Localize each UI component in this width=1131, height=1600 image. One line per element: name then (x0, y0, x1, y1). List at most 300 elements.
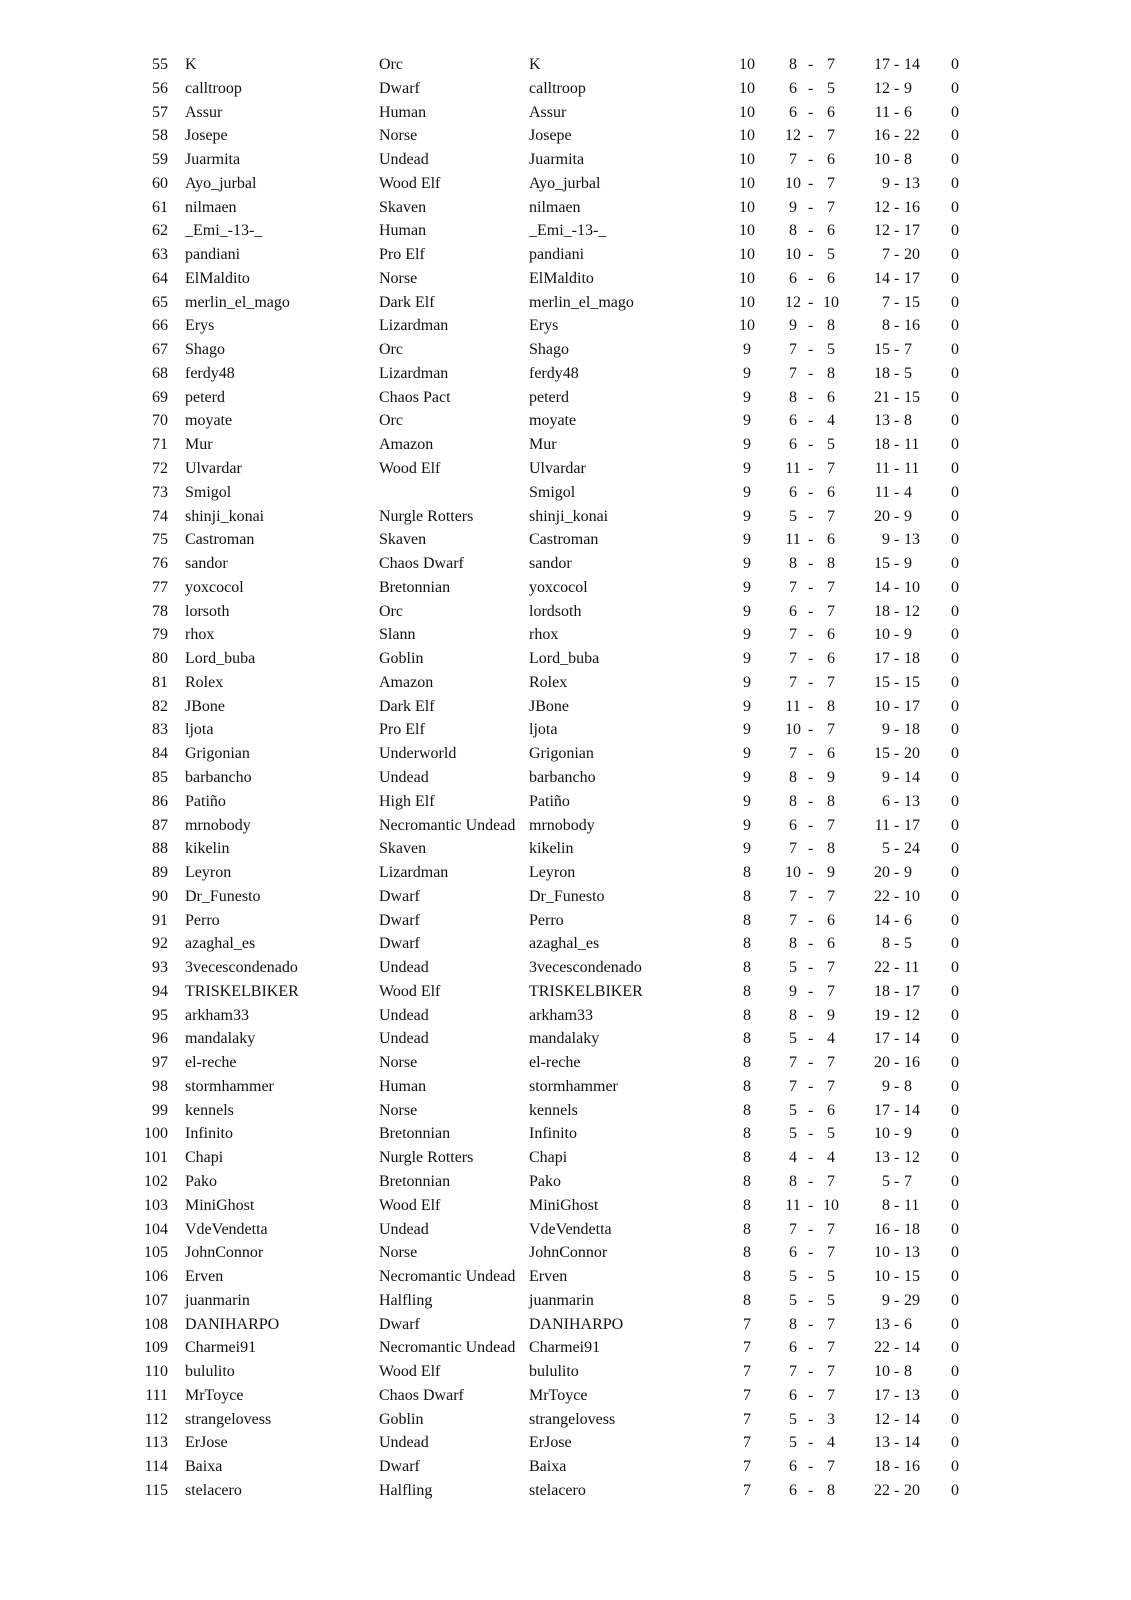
rank-cell: 57 (152, 103, 168, 121)
race-cell: Skaven (379, 531, 427, 549)
race-cell: Human (379, 1077, 427, 1095)
coach-name-cell: ErJose (185, 1434, 228, 1452)
table-row (0, 219, 1131, 243)
rank-cell: 113 (144, 1434, 168, 1452)
points-cell: 8 (743, 1244, 751, 1262)
team-name-cell: arkham33 (529, 1006, 593, 1024)
rank-cell: 90 (152, 887, 168, 905)
rank-cell: 73 (152, 483, 168, 501)
stat-d-cell: 14 (904, 1030, 920, 1048)
separator-cell: - (894, 56, 900, 73)
separator-cell: - (808, 887, 814, 905)
stat-d-cell: 20 (904, 246, 920, 264)
stat-b-cell: 4 (827, 1149, 835, 1167)
stat-d-cell: 13 (904, 1244, 920, 1262)
points-cell: 10 (739, 151, 755, 169)
separator-cell: - (808, 1054, 814, 1072)
stat-b-cell: 9 (827, 1006, 835, 1024)
stat-d-cell: 12 (904, 1149, 920, 1167)
table-row (0, 196, 1131, 220)
stat-d-cell: 9 (904, 864, 912, 882)
coach-name-cell: ljota (185, 721, 214, 739)
stat-last-cell: 0 (951, 341, 959, 359)
stat-c-cell: 10 (874, 697, 890, 715)
stat-b-cell: 7 (827, 578, 835, 596)
stat-b-cell: 6 (827, 222, 835, 240)
separator-cell: - (894, 602, 900, 620)
stat-b-cell: 6 (827, 745, 835, 763)
stat-c-cell: 12 (874, 198, 890, 216)
separator-cell: - (808, 79, 814, 97)
stat-b-cell: 7 (827, 174, 835, 192)
stat-c-cell: 18 (874, 436, 890, 454)
stat-last-cell: 0 (951, 269, 959, 287)
stat-d-cell: 15 (904, 388, 920, 406)
stat-b-cell: 7 (827, 56, 835, 73)
stat-a-cell: 7 (789, 887, 797, 905)
stat-a-cell: 7 (789, 840, 797, 858)
stat-a-cell: 6 (789, 103, 797, 121)
race-cell: Dwarf (379, 1315, 420, 1333)
stat-a-cell: 9 (789, 982, 797, 1000)
points-cell: 9 (743, 816, 751, 834)
table-row (0, 409, 1131, 433)
separator-cell: - (808, 864, 814, 882)
stat-last-cell: 0 (951, 1172, 959, 1190)
points-cell: 10 (739, 56, 755, 73)
stat-c-cell: 9 (882, 1291, 890, 1309)
stat-b-cell: 7 (827, 1220, 835, 1238)
race-cell: Orc (379, 602, 403, 620)
stat-a-cell: 5 (789, 1268, 797, 1286)
stat-c-cell: 17 (874, 1386, 890, 1404)
stat-c-cell: 15 (874, 673, 890, 691)
stat-a-cell: 6 (789, 602, 797, 620)
stat-b-cell: 5 (827, 1268, 835, 1286)
team-name-cell: rhox (529, 626, 559, 644)
race-cell: Orc (379, 56, 403, 73)
separator-cell: - (808, 341, 814, 359)
coach-name-cell: DANIHARPO (185, 1315, 280, 1333)
stat-d-cell: 6 (904, 911, 912, 929)
table-row (0, 814, 1131, 838)
coach-name-cell: Erys (185, 317, 215, 335)
stat-a-cell: 11 (785, 1196, 801, 1214)
team-name-cell: Lord_buba (529, 650, 600, 668)
stat-d-cell: 17 (904, 269, 920, 287)
stat-c-cell: 22 (874, 1481, 890, 1499)
stat-d-cell: 22 (904, 127, 920, 145)
stat-last-cell: 0 (951, 531, 959, 549)
stat-b-cell: 6 (827, 626, 835, 644)
stat-last-cell: 0 (951, 1410, 959, 1428)
rank-cell: 59 (152, 151, 168, 169)
coach-name-cell: Erven (185, 1268, 224, 1286)
points-cell: 10 (739, 127, 755, 145)
table-row (0, 1075, 1131, 1099)
separator-cell: - (894, 1268, 900, 1286)
stat-b-cell: 7 (827, 1363, 835, 1381)
stat-c-cell: 10 (874, 1363, 890, 1381)
coach-name-cell: Castroman (185, 531, 255, 549)
rank-cell: 74 (152, 507, 168, 525)
stat-last-cell: 0 (951, 602, 959, 620)
rank-cell: 97 (152, 1054, 168, 1072)
separator-cell: - (894, 1054, 900, 1072)
separator-cell: - (808, 555, 814, 573)
stat-d-cell: 16 (904, 317, 920, 335)
team-name-cell: shinji_konai (529, 507, 609, 525)
coach-name-cell: Baixa (185, 1458, 223, 1476)
points-cell: 7 (743, 1386, 751, 1404)
stat-c-cell: 11 (874, 816, 890, 834)
stat-last-cell: 0 (951, 673, 959, 691)
team-name-cell: ElMaldito (529, 269, 594, 287)
stat-d-cell: 10 (904, 887, 920, 905)
separator-cell: - (808, 1030, 814, 1048)
separator-cell: - (808, 507, 814, 525)
race-cell: Dwarf (379, 911, 420, 929)
stat-a-cell: 6 (789, 269, 797, 287)
stat-last-cell: 0 (951, 1054, 959, 1072)
stat-a-cell: 6 (789, 483, 797, 501)
stat-c-cell: 15 (874, 745, 890, 763)
stat-d-cell: 9 (904, 626, 912, 644)
separator-cell: - (894, 1149, 900, 1167)
separator-cell: - (894, 792, 900, 810)
race-cell: Wood Elf (379, 982, 441, 1000)
separator-cell: - (808, 1339, 814, 1357)
stat-d-cell: 5 (904, 364, 912, 382)
coach-name-cell: Assur (185, 103, 223, 121)
separator-cell: - (808, 1101, 814, 1119)
rank-cell: 77 (152, 578, 168, 596)
points-cell: 9 (743, 721, 751, 739)
coach-name-cell: Pako (185, 1172, 217, 1190)
stat-b-cell: 6 (827, 151, 835, 169)
rank-cell: 93 (152, 959, 168, 977)
stat-d-cell: 18 (904, 1220, 920, 1238)
rank-cell: 83 (152, 721, 168, 739)
stat-last-cell: 0 (951, 1268, 959, 1286)
separator-cell: - (808, 436, 814, 454)
race-cell: Orc (379, 412, 403, 430)
team-name-cell: Grigonian (529, 745, 594, 763)
points-cell: 8 (743, 1268, 751, 1286)
stat-c-cell: 8 (882, 935, 890, 953)
team-name-cell: Rolex (529, 673, 568, 691)
separator-cell: - (894, 1363, 900, 1381)
coach-name-cell: Perro (185, 911, 220, 929)
stat-b-cell: 7 (827, 1077, 835, 1095)
team-name-cell: yoxcocol (529, 578, 588, 596)
table-row (0, 1336, 1131, 1360)
rank-cell: 79 (152, 626, 168, 644)
points-cell: 9 (743, 626, 751, 644)
rank-cell: 71 (152, 436, 168, 454)
separator-cell: - (894, 460, 900, 478)
table-row (0, 718, 1131, 742)
separator-cell: - (808, 935, 814, 953)
stat-d-cell: 12 (904, 602, 920, 620)
points-cell: 8 (743, 1006, 751, 1024)
stat-d-cell: 15 (904, 293, 920, 311)
coach-name-cell: TRISKELBIKER (185, 982, 299, 1000)
points-cell: 10 (739, 222, 755, 240)
coach-name-cell: VdeVendetta (185, 1220, 268, 1238)
race-cell: Undead (379, 1220, 429, 1238)
stat-a-cell: 5 (789, 1291, 797, 1309)
stat-b-cell: 6 (827, 911, 835, 929)
table-row (0, 695, 1131, 719)
stat-last-cell: 0 (951, 460, 959, 478)
team-name-cell: Baixa (529, 1458, 567, 1476)
rank-cell: 75 (152, 531, 168, 549)
race-cell: Dark Elf (379, 697, 435, 715)
table-row (0, 1027, 1131, 1051)
stat-d-cell: 17 (904, 816, 920, 834)
separator-cell: - (894, 1434, 900, 1452)
separator-cell: - (894, 768, 900, 786)
race-cell: Dark Elf (379, 293, 435, 311)
team-name-cell: Mur (529, 436, 557, 454)
stat-c-cell: 22 (874, 1339, 890, 1357)
points-cell: 7 (743, 1315, 751, 1333)
points-cell: 9 (743, 460, 751, 478)
stat-d-cell: 20 (904, 745, 920, 763)
table-row (0, 790, 1131, 814)
stat-d-cell: 8 (904, 1077, 912, 1095)
race-cell: Necromantic Undead (379, 1339, 516, 1357)
stat-b-cell: 4 (827, 1434, 835, 1452)
rank-cell: 58 (152, 127, 168, 145)
team-name-cell: Ulvardar (529, 460, 586, 478)
table-row (0, 1289, 1131, 1313)
stat-d-cell: 17 (904, 982, 920, 1000)
team-name-cell: stelacero (529, 1481, 586, 1499)
stat-c-cell: 5 (882, 840, 890, 858)
stat-a-cell: 5 (789, 1410, 797, 1428)
race-cell: Lizardman (379, 364, 449, 382)
stat-a-cell: 7 (789, 1220, 797, 1238)
stat-last-cell: 0 (951, 1291, 959, 1309)
separator-cell: - (894, 1220, 900, 1238)
stat-c-cell: 15 (874, 341, 890, 359)
stat-d-cell: 18 (904, 650, 920, 668)
stat-c-cell: 18 (874, 364, 890, 382)
stat-b-cell: 5 (827, 436, 835, 454)
coach-name-cell: 3vecescondenado (185, 959, 298, 977)
stat-last-cell: 0 (951, 1339, 959, 1357)
stat-c-cell: 8 (882, 1196, 890, 1214)
table-row (0, 1408, 1131, 1432)
rank-cell: 108 (144, 1315, 168, 1333)
rank-cell: 95 (152, 1006, 168, 1024)
coach-name-cell: Lord_buba (185, 650, 256, 668)
stat-a-cell: 6 (789, 1386, 797, 1404)
separator-cell: - (894, 864, 900, 882)
rank-cell: 89 (152, 864, 168, 882)
team-name-cell: ljota (529, 721, 558, 739)
separator-cell: - (894, 1315, 900, 1333)
team-name-cell: DANIHARPO (529, 1315, 624, 1333)
coach-name-cell: el-reche (185, 1054, 237, 1072)
coach-name-cell: stormhammer (185, 1077, 274, 1095)
stat-c-cell: 18 (874, 982, 890, 1000)
table-row (0, 172, 1131, 196)
table-row (0, 386, 1131, 410)
separator-cell: - (808, 460, 814, 478)
race-cell: Necromantic Undead (379, 816, 516, 834)
table-row (0, 1051, 1131, 1075)
stat-b-cell: 7 (827, 887, 835, 905)
stat-b-cell: 7 (827, 1339, 835, 1357)
race-cell: Norse (379, 1054, 418, 1072)
separator-cell: - (808, 982, 814, 1000)
separator-cell: - (808, 1481, 814, 1499)
race-cell: Wood Elf (379, 1196, 441, 1214)
separator-cell: - (808, 1149, 814, 1167)
coach-name-cell: Rolex (185, 673, 224, 691)
stat-last-cell: 0 (951, 151, 959, 169)
race-cell: Chaos Dwarf (379, 1386, 464, 1404)
team-name-cell: Josepe (529, 127, 572, 145)
points-cell: 8 (743, 864, 751, 882)
stat-a-cell: 12 (785, 127, 801, 145)
coach-name-cell: ferdy48 (185, 364, 235, 382)
points-cell: 9 (743, 602, 751, 620)
stat-b-cell: 8 (827, 555, 835, 573)
rank-cell: 60 (152, 174, 168, 192)
team-name-cell: ErJose (529, 1434, 572, 1452)
race-cell: Orc (379, 341, 403, 359)
separator-cell: - (808, 1291, 814, 1309)
separator-cell: - (894, 198, 900, 216)
stat-d-cell: 16 (904, 1458, 920, 1476)
separator-cell: - (808, 293, 814, 311)
separator-cell: - (808, 483, 814, 501)
rank-cell: 80 (152, 650, 168, 668)
race-cell: Undead (379, 768, 429, 786)
stat-b-cell: 7 (827, 1315, 835, 1333)
rank-cell: 56 (152, 79, 168, 97)
separator-cell: - (808, 269, 814, 287)
stat-a-cell: 11 (785, 531, 801, 549)
stat-d-cell: 8 (904, 151, 912, 169)
rank-cell: 61 (152, 198, 168, 216)
separator-cell: - (894, 364, 900, 382)
stat-last-cell: 0 (951, 103, 959, 121)
separator-cell: - (894, 269, 900, 287)
race-cell: Chaos Dwarf (379, 555, 464, 573)
stat-a-cell: 7 (789, 911, 797, 929)
separator-cell: - (894, 483, 900, 501)
separator-cell: - (808, 602, 814, 620)
stat-d-cell: 18 (904, 721, 920, 739)
separator-cell: - (894, 1101, 900, 1119)
stat-c-cell: 22 (874, 959, 890, 977)
rank-cell: 85 (152, 768, 168, 786)
table-row (0, 505, 1131, 529)
coach-name-cell: Grigonian (185, 745, 250, 763)
points-cell: 7 (743, 1339, 751, 1357)
stat-last-cell: 0 (951, 1458, 959, 1476)
separator-cell: - (808, 650, 814, 668)
points-cell: 8 (743, 1220, 751, 1238)
separator-cell: - (894, 887, 900, 905)
points-cell: 7 (743, 1363, 751, 1381)
race-cell: Goblin (379, 1410, 424, 1428)
stat-last-cell: 0 (951, 1030, 959, 1048)
stat-last-cell: 0 (951, 388, 959, 406)
table-row (0, 861, 1131, 885)
stat-last-cell: 0 (951, 483, 959, 501)
separator-cell: - (808, 1125, 814, 1143)
team-name-cell: TRISKELBIKER (529, 982, 643, 1000)
stat-last-cell: 0 (951, 293, 959, 311)
separator-cell: - (808, 840, 814, 858)
table-row (0, 1218, 1131, 1242)
points-cell: 7 (743, 1481, 751, 1499)
table-row (0, 1384, 1131, 1408)
stat-last-cell: 0 (951, 792, 959, 810)
stat-a-cell: 8 (789, 935, 797, 953)
rank-cell: 88 (152, 840, 168, 858)
stat-c-cell: 10 (874, 626, 890, 644)
coach-name-cell: Charmei91 (185, 1339, 257, 1357)
stat-d-cell: 7 (904, 341, 912, 359)
stat-c-cell: 9 (882, 1077, 890, 1095)
stat-a-cell: 8 (789, 1006, 797, 1024)
stat-last-cell: 0 (951, 578, 959, 596)
race-cell: Goblin (379, 650, 424, 668)
points-cell: 8 (743, 1196, 751, 1214)
stat-last-cell: 0 (951, 840, 959, 858)
separator-cell: - (808, 745, 814, 763)
stat-d-cell: 16 (904, 1054, 920, 1072)
coach-name-cell: strangelovess (185, 1410, 272, 1428)
race-cell: Slann (379, 626, 416, 644)
table-row (0, 956, 1131, 980)
separator-cell: - (808, 222, 814, 240)
separator-cell: - (894, 103, 900, 121)
stat-a-cell: 7 (789, 650, 797, 668)
stat-b-cell: 7 (827, 959, 835, 977)
stat-c-cell: 20 (874, 1054, 890, 1072)
stat-a-cell: 8 (789, 56, 797, 73)
race-cell: Undead (379, 1006, 429, 1024)
separator-cell: - (808, 388, 814, 406)
separator-cell: - (894, 388, 900, 406)
stat-c-cell: 17 (874, 56, 890, 73)
coach-name-cell: azaghal_es (185, 935, 256, 953)
coach-name-cell: MrToyce (185, 1386, 244, 1404)
team-name-cell: _Emi_-13-_ (529, 222, 607, 240)
stat-c-cell: 10 (874, 1268, 890, 1286)
stat-a-cell: 4 (789, 1149, 797, 1167)
stat-last-cell: 0 (951, 1149, 959, 1167)
stat-last-cell: 0 (951, 1386, 959, 1404)
points-cell: 9 (743, 650, 751, 668)
separator-cell: - (894, 174, 900, 192)
table-row (0, 267, 1131, 291)
separator-cell: - (894, 935, 900, 953)
separator-cell: - (808, 1172, 814, 1190)
stat-a-cell: 10 (785, 721, 801, 739)
stat-last-cell: 0 (951, 222, 959, 240)
stat-a-cell: 8 (789, 222, 797, 240)
team-name-cell: Pako (529, 1172, 561, 1190)
